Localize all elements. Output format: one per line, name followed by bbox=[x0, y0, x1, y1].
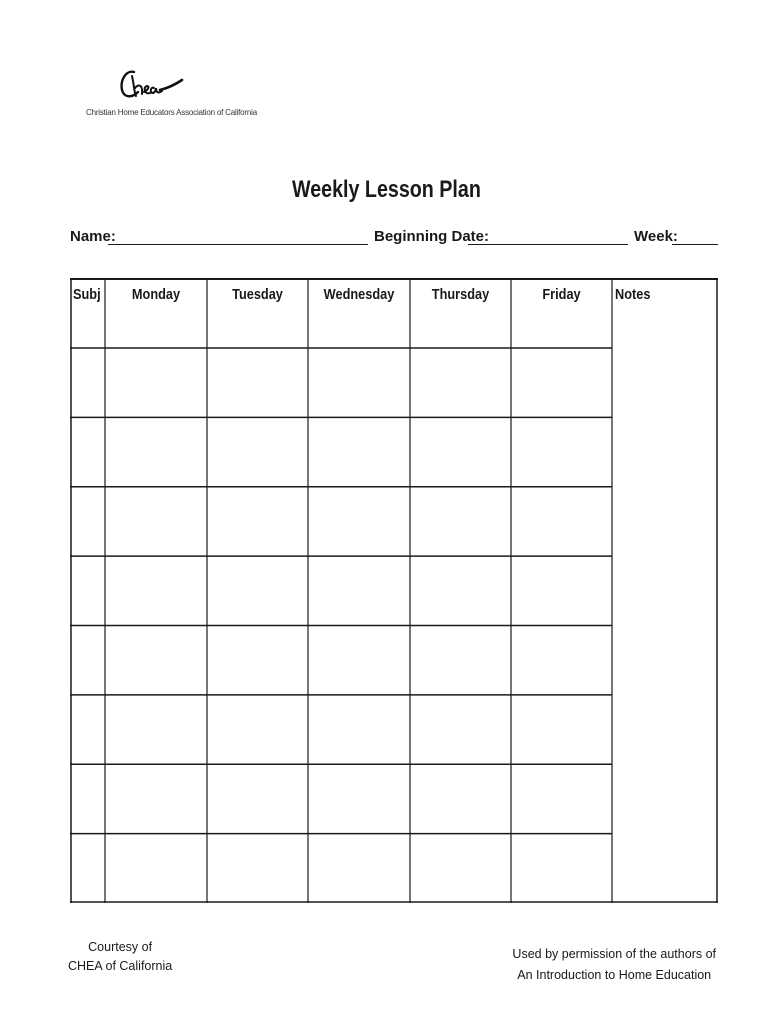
subject-cell[interactable] bbox=[70, 348, 105, 417]
subject-cell[interactable] bbox=[70, 695, 105, 764]
subject-cell[interactable] bbox=[70, 487, 105, 556]
beginning-date-field[interactable] bbox=[468, 244, 628, 245]
lesson-cell-friday[interactable] bbox=[511, 695, 612, 764]
lesson-cell-tuesday[interactable] bbox=[207, 834, 308, 903]
week-label: Week: bbox=[634, 228, 678, 245]
subject-cell[interactable] bbox=[70, 556, 105, 625]
lesson-cell-wednesday[interactable] bbox=[308, 348, 410, 417]
lesson-cell-friday[interactable] bbox=[511, 487, 612, 556]
week-field[interactable] bbox=[672, 244, 718, 245]
column-header-subj: Subj bbox=[73, 286, 101, 303]
lesson-cell-thursday[interactable] bbox=[410, 834, 511, 903]
lesson-cell-monday[interactable] bbox=[105, 487, 207, 556]
column-header-tuesday: Tuesday bbox=[232, 286, 283, 303]
lesson-cell-monday[interactable] bbox=[105, 695, 207, 764]
name-label: Name: bbox=[70, 228, 116, 245]
lesson-cell-wednesday[interactable] bbox=[308, 487, 410, 556]
lesson-cell-tuesday[interactable] bbox=[207, 487, 308, 556]
courtesy-line-2: CHEA of California bbox=[68, 959, 173, 973]
permission-line-2: An Introduction to Home Education bbox=[517, 968, 712, 982]
lesson-cell-wednesday[interactable] bbox=[308, 695, 410, 764]
lesson-cell-friday[interactable] bbox=[511, 834, 612, 903]
lesson-cell-tuesday[interactable] bbox=[207, 764, 308, 833]
courtesy-note bbox=[68, 938, 172, 976]
lesson-cell-tuesday[interactable] bbox=[207, 626, 308, 695]
lesson-cell-thursday[interactable] bbox=[410, 556, 511, 625]
subject-cell[interactable] bbox=[70, 626, 105, 695]
lesson-cell-friday[interactable] bbox=[511, 626, 612, 695]
org-name: Christian Home Educators Association of California bbox=[86, 108, 257, 117]
lesson-cell-monday[interactable] bbox=[105, 764, 207, 833]
lesson-cell-tuesday[interactable] bbox=[207, 695, 308, 764]
courtesy-line-1: Courtesy of bbox=[88, 940, 153, 954]
lesson-cell-thursday[interactable] bbox=[410, 417, 511, 486]
lesson-cell-wednesday[interactable] bbox=[308, 417, 410, 486]
notes-cell[interactable] bbox=[612, 308, 718, 903]
lesson-cell-tuesday[interactable] bbox=[207, 348, 308, 417]
lesson-cell-friday[interactable] bbox=[511, 556, 612, 625]
permission-note bbox=[512, 944, 716, 986]
lesson-cell-friday[interactable] bbox=[511, 417, 612, 486]
column-header-notes: Notes bbox=[615, 286, 651, 303]
lesson-cell-friday[interactable] bbox=[511, 348, 612, 417]
info-row bbox=[70, 228, 718, 248]
name-field[interactable] bbox=[108, 244, 368, 245]
lesson-cell-wednesday[interactable] bbox=[308, 834, 410, 903]
page-title: Weekly Lesson Plan bbox=[291, 176, 481, 203]
lesson-cell-monday[interactable] bbox=[105, 626, 207, 695]
column-header-monday: Monday bbox=[131, 286, 181, 303]
lesson-cell-thursday[interactable] bbox=[410, 487, 511, 556]
lesson-cell-thursday[interactable] bbox=[410, 764, 511, 833]
subject-cell[interactable] bbox=[70, 764, 105, 833]
lesson-cell-monday[interactable] bbox=[105, 556, 207, 625]
lesson-cell-wednesday[interactable] bbox=[308, 764, 410, 833]
column-header-thursday: Thursday bbox=[431, 286, 490, 303]
column-header-friday: Friday bbox=[542, 286, 581, 303]
lesson-plan-table bbox=[70, 278, 718, 903]
lesson-cell-friday[interactable] bbox=[511, 764, 612, 833]
lesson-cell-monday[interactable] bbox=[105, 834, 207, 903]
lesson-cell-thursday[interactable] bbox=[410, 626, 511, 695]
lesson-cell-thursday[interactable] bbox=[410, 348, 511, 417]
lesson-cell-tuesday[interactable] bbox=[207, 417, 308, 486]
subject-cell[interactable] bbox=[70, 834, 105, 903]
lesson-cell-wednesday[interactable] bbox=[308, 626, 410, 695]
beginning-date-label: Beginning Date: bbox=[374, 228, 489, 245]
lesson-cell-tuesday[interactable] bbox=[207, 556, 308, 625]
chea-logo bbox=[116, 66, 186, 104]
permission-line-1: Used by permission of the authors of bbox=[512, 947, 716, 961]
lesson-cell-wednesday[interactable] bbox=[308, 556, 410, 625]
chea-signature-logo bbox=[116, 66, 186, 104]
lesson-cell-monday[interactable] bbox=[105, 348, 207, 417]
lesson-cell-thursday[interactable] bbox=[410, 695, 511, 764]
lesson-cell-monday[interactable] bbox=[105, 417, 207, 486]
column-header-wednesday: Wednesday bbox=[323, 286, 395, 303]
subject-cell[interactable] bbox=[70, 417, 105, 486]
